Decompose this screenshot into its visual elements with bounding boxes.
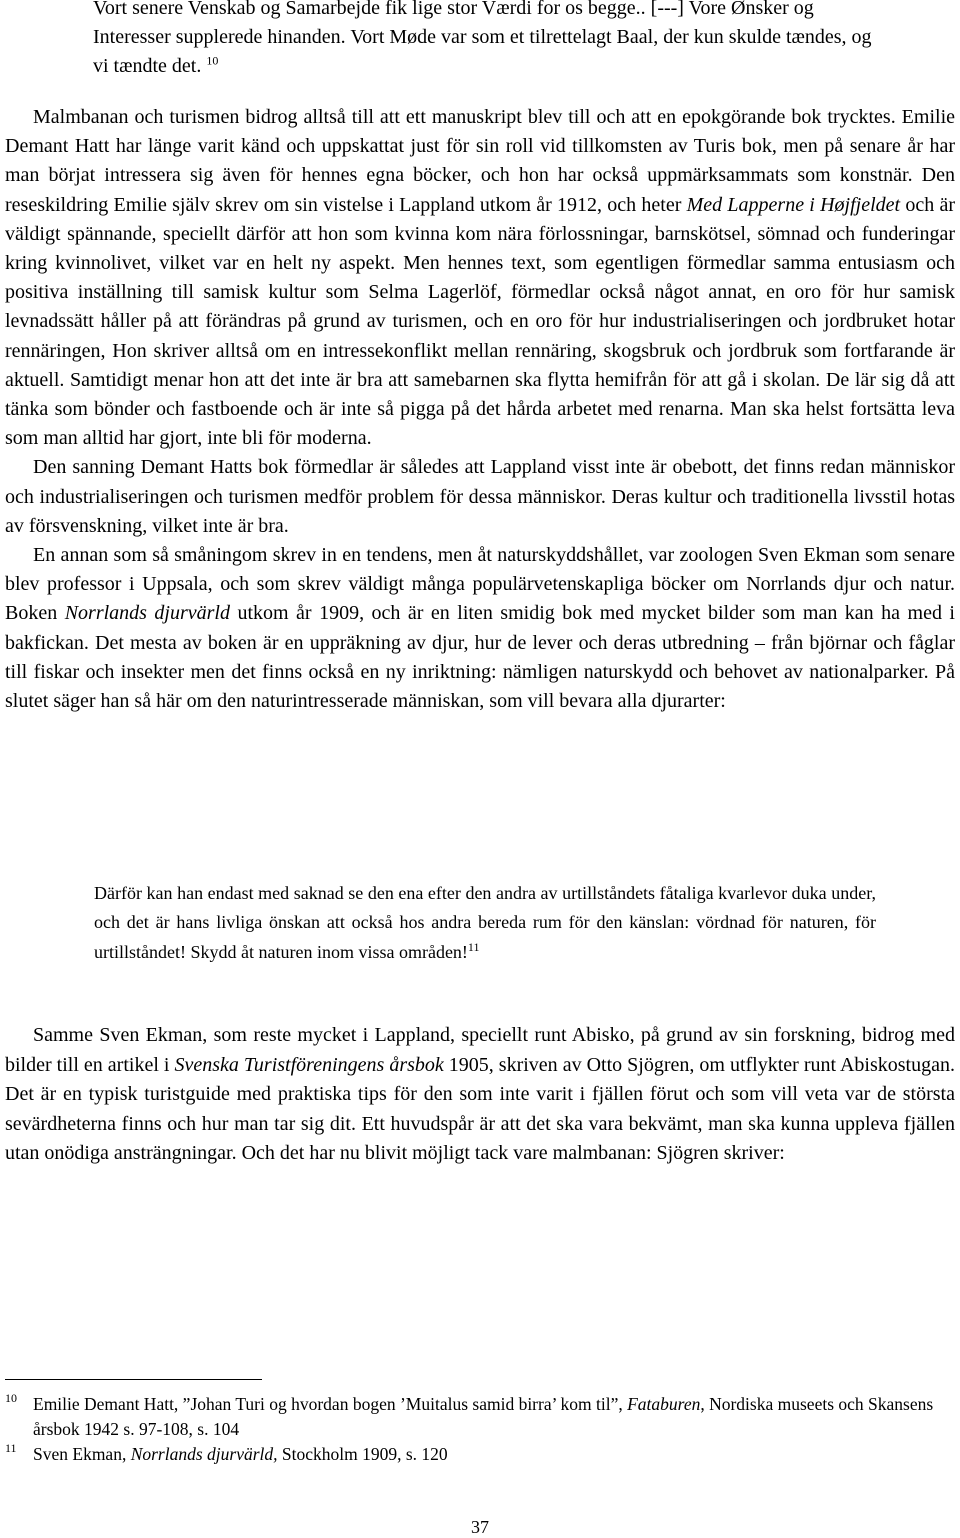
footnote-title: Fataburen: [627, 1394, 701, 1414]
document-page: [5, 0, 955, 1537]
paragraph-demant-hatt: Den sanning Demant Hatts bok förmedlar är således att Lappland visst inte är obebott, det finns redan människor och industrialiseringen och turismen medför problem för dessa människor. Deras kultur och traditionella livsstil hotas av försvenskning, vilket inte är bra.: [5, 456, 955, 537]
block-quote-text: Därför kan han endast med saknad se den ena efter den andra av urtillståndets fåtaliga kvarlevor duka under, och det är hans livliga önskan att också hos andra bereda rum för den känslan: vördnad för naturen, för urtillståndet! Skydd åt naturen inom vissa områden!$^{11}$: [94, 883, 876, 962]
footnote-11: 11 Sven Ekman, Norrlands djurvärld, Stockholm 1909, s. 120: [5, 1442, 955, 1467]
footnote-number: 10: [5, 1391, 17, 1405]
opening-quote-text: Vort senere Venskab og Samarbejde fik lige stor Værdi for os begge.. [---] Vore Ønsker og Interesser supplerede hinanden. Vort Møde var som et tilrettelagt Baal, der kun skulde tændes, og vi tændte det. $^{10}$: [93, 0, 872, 77]
title-norrlands-djurvarld: Norrlands djurvärld: [64, 602, 230, 625]
body-text-continued: [5, 1021, 955, 1169]
footnote-number: 11: [5, 1441, 17, 1455]
paragraph-malmbanan: Malmbanan och turismen bidrog alltså till att ett manuskript blev till och att en epokgörande bok trycktes. Emilie Demant Hatt har länge varit känd och uppskattat just för sin roll vid tillkomsten av Turis bok, men på senare år har man börjat intressera sig även för hennes egna böcker, och hon har också uppmärksammats som konstnär. Den reseskildring Emilie själv skrev om sin vistelse i Lappland utkom år 1912, och heter Med Lapperne i Højfjeldet och är väldigt spännande, speciellt därför att hon som kvinna kom nära förlossningar, barnskötsel, sömnad och funderingar kring kvinnolivet, vilket var en helt ny aspekt. Men hennes text, som egentligen förmedlar samma entusiasm och positiva inställning till samisk kultur som Selma Lagerlöf, förmedlar också något annat, en oro för hur samisk levnadssätt håller på att förändras på grund av turismen, och en oro för hur industrialiseringen och jordbruket hotar rennäringen, Hon skriver alltså om en intressekonflikt mellan rennäring, skogsbruk och jordbruk som fortfarande är aktuell. Samtidigt menar hon att det inte är bra att samebarnen ska flytta hemifrån för att gå i skolan. De lär sig då att tänka som bönder och fastboende och är inte så pigga på det hårda arbetet med renarna. Man ska helst fortsätta leva som man alltid har gjort, inte bli för moderna.: [5, 106, 955, 450]
footnotes: [5, 1392, 955, 1467]
footnote-separator: [5, 1379, 262, 1380]
footnote-ref-10: 10: [206, 53, 219, 68]
block-quote: [94, 879, 876, 967]
footnote-10: 10 Emilie Demant Hatt, ”Johan Turi og hvordan bogen ’Muitalus samid birra’ kom til”, Fataburen, Nordiska museets och Skansens årsbok 1942 s. 97-108, s. 104: [5, 1392, 955, 1442]
page-number: 37: [471, 1517, 489, 1537]
title-med-lapperne: Med Lapperne i Højfjeldet: [686, 193, 901, 216]
footnote-ref-11: 11: [467, 939, 480, 954]
body-text: [5, 103, 955, 716]
title-turistforeningens-arsbok: Svenska Turistföreningens årsbok: [174, 1053, 444, 1076]
footnote-title: Norrlands djurvärld,: [130, 1444, 278, 1464]
opening-quote: [93, 0, 873, 81]
paragraph-sven-ekman: En annan som så småningom skrev in en tendens, men åt naturskyddshållet, var zoologen Sven Ekman som senare blev professor i Uppsala, och som skrev väldigt många populärvetenskapliga böcker om Norrlands djur och natur. Boken Norrlands djurvärld utkom år 1909, och är en liten smidig bok med mycket bilder som man kan ha med i bakfickan. Det mesta av boken är en uppräkning av djur, hur de lever och deras utbredning – från björnar och fåglar till fiskar och insekter men det finns också en ny inriktning: nämligen naturskydd och behovet av nationalparker. På slutet säger han så här om den naturintresserade människan, som vill bevara alla djurarter:: [5, 544, 955, 713]
paragraph-abisko: Samme Sven Ekman, som reste mycket i Lappland, speciellt runt Abisko, på grund av sin forskning, bidrog med bilder till en artikel i Svenska Turistföreningens årsbok 1905, skriven av Otto Sjögren, om utflykter runt Abiskostugan. Det är en typisk turistguide med praktiska tips för den som inte varit i fjällen förut och som vill veta var de största sevärdheterna finns och hur man tar sig dit. Ett huvudspår är att det ska vara bekvämt, man ska kunna uppleva fjällen utan onödiga ansträngningar. Och det har nu blivit möjligt tack vare malmbanan: Sjögren skriver:: [5, 1024, 955, 1165]
